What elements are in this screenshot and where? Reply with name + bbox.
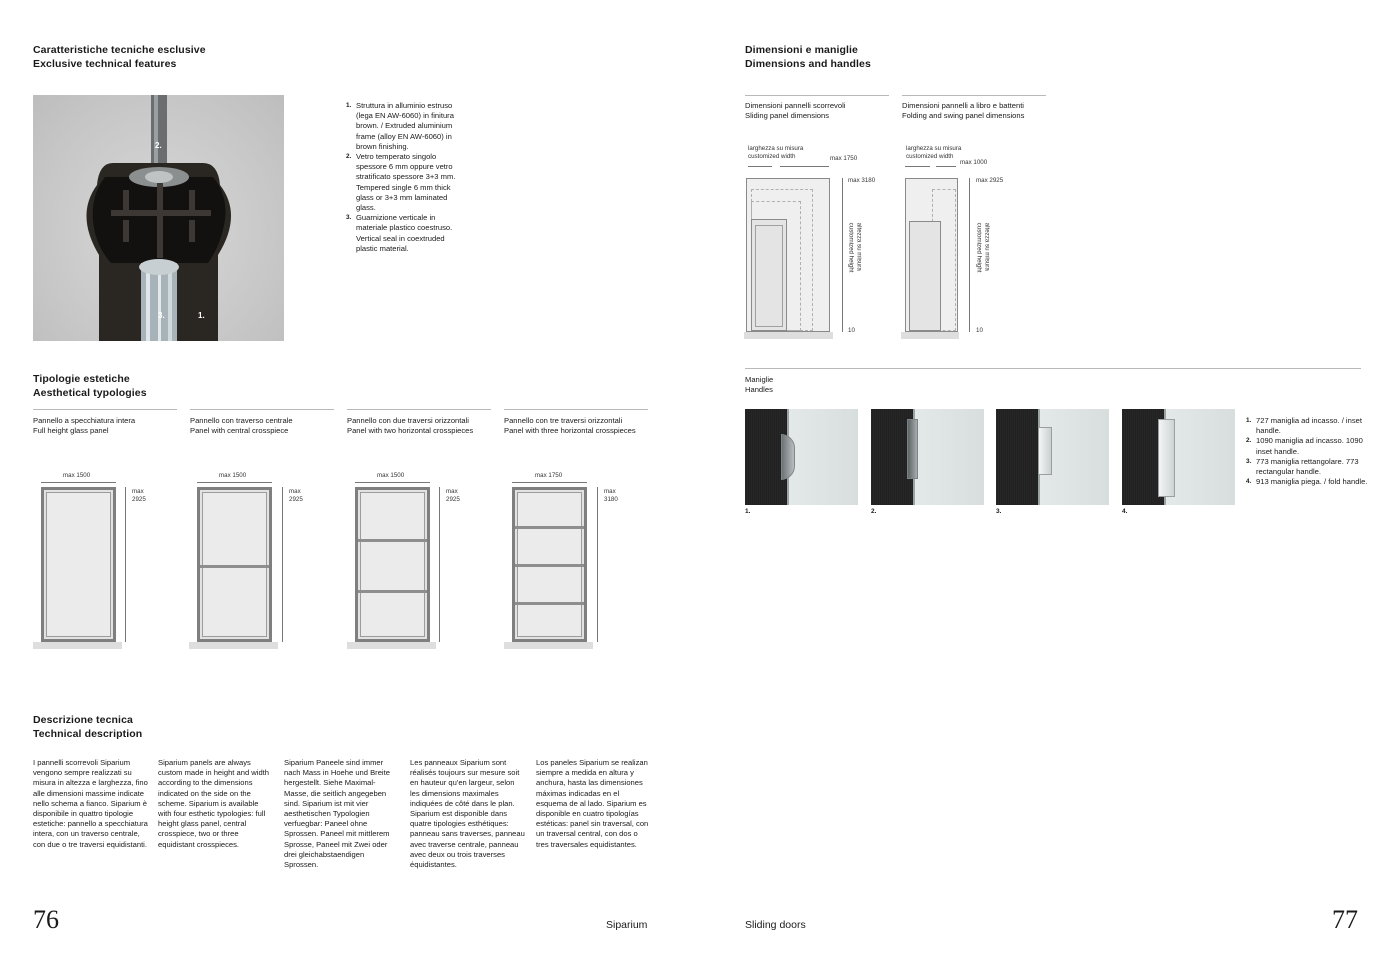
height-dimension-line [842,178,843,332]
typologies-heading-en: Aesthetical typologies [33,387,147,399]
height-dimension-line [969,178,970,332]
width-dimension-line [355,482,430,483]
footer-left: Siparium [606,919,648,931]
sliding-bottom: 10 [848,327,855,334]
folding-bottom: 10 [976,327,983,334]
height-dimension-line [597,487,598,642]
width-dimension-line [41,482,116,483]
typology-width: max 1500 [377,472,405,479]
handles-heading-it: Maniglie [745,375,774,384]
typology-width: max 1750 [535,472,563,479]
typology-panel-full [41,487,116,642]
description-heading [33,713,142,741]
typology-rule [504,409,648,410]
description-heading-it: Descrizione tecnica [33,714,133,726]
floor [189,642,278,649]
photo-label-1: 1. [198,311,205,320]
page-number-right: 77 [1332,905,1358,934]
handle-photo-label-3: 3. [996,508,1002,515]
sliding-max-height: max 3180 [848,177,876,184]
handles-list-item: 4. 913 maniglia piega. / fold handle. [1246,477,1368,487]
description-heading-en: Technical description [33,728,143,740]
typology-height: max 2925 [446,488,460,503]
handle-photo-label-1: 1. [745,508,751,515]
sliding-dimensions-label: Dimensioni pannelli scorrevoli Sliding panel dimensions [745,101,846,121]
typology-label: Pannello a specchiatura intera Full height glass panel [33,416,136,436]
dimensions-heading-en: Dimensions and handles [745,58,871,70]
floor [504,642,593,649]
typology-panel-central [197,487,272,642]
features-heading-it: Caratteristiche tecniche esclusive [33,44,206,56]
handle-photo-773 [996,409,1109,505]
typology-rule [190,409,334,410]
typology-width: max 1500 [63,472,91,479]
handle-photo-label-4: 4. [1122,508,1128,515]
folding-panel-diagram [905,178,958,332]
width-dimension-line [197,482,272,483]
description-column-es: Los paneles Siparium se realizan siempre a medida en altura y anchura, hasta las dimensiones máximas indicadas en el esquema de al lado. Siparium es disponible en cuatro tipologías estéticas: panel sin traversal, con un traversal central, con dos o tres traversales equidistantes. [536,758,649,849]
typology-height: max 3180 [604,488,618,503]
features-heading [33,43,206,71]
folding-max-height: max 2925 [976,177,1004,184]
folding-max-width: max 1000 [960,159,988,166]
typology-label: Pannello con tre traversi orizzontali Panel with three horizontal crosspieces [504,416,636,436]
sliding-max-width: max 1750 [830,155,858,162]
dimensions-heading-it: Dimensioni e maniglie [745,44,858,56]
handles-heading [745,375,773,395]
aluminium-profile-illustration [33,95,284,341]
features-list-item: 3. Guarnizione verticale in materiale plastico coestruso. Vertical seal in coextruded plastic material. [346,213,453,253]
features-list-item: 2. Vetro temperato singolo spessore 6 mm oppure vetro stratificato spessore 3+3 mm. Tempered single 6 mm thick glass or 3+3 mm laminated glass. [346,152,456,213]
typology-rule [347,409,491,410]
folding-height-label: altezza su misura customized height [975,222,991,273]
handles-list-item: 1. 727 maniglia ad incasso. / inset handle. [1246,416,1362,436]
width-dimension-line [748,166,772,167]
dimensions-heading [745,43,871,71]
handles-list-item: 2. 1090 maniglia ad incasso. 1090 inset handle. [1246,436,1363,456]
floor [744,332,833,339]
typology-rule [33,409,177,410]
features-list [346,101,466,254]
description-column-fr: Les panneaux Siparium sont réalisés toujours sur mesure soit en hauteur qu'en largeur, selon les dimensions maximales indiquées de côté dans le plan. Siparium est disponible dans quatre tipologies esthétiques: panneau sans traverses, panneau avec traverse centrale, panneau avec deux ou trois traverses équidistantes. [410,758,525,870]
floor [901,332,959,339]
handles-rule [745,368,1361,369]
width-dimension-line [905,166,930,167]
handles-list-item: 3. 773 maniglia rettangolare. 773 rectangular handle. [1246,456,1359,477]
floor [33,642,122,649]
handles-heading-en: Handles [745,385,773,395]
typology-panel-three [512,487,587,642]
description-column-it: I pannelli scorrevoli Siparium vengono sempre realizzati su misura in altezza e larghezza, fino alle dimensioni massime indicate nello schema a fianco. Siparium è disponibile in quattro tipologie estetiche: pannello a specchiatura intera, con un traverso centrale, con due o tre traversi equidistanti. [33,758,148,849]
typologies-heading-it: Tipologie estetiche [33,373,130,385]
typology-height: max 2925 [132,488,146,503]
handle-photo-1090 [871,409,984,505]
dimensions-rule [902,95,1046,96]
floor [347,642,436,649]
sliding-panel-diagram [746,178,830,332]
folding-dimensions-label: Dimensioni pannelli a libro e battenti Folding and swing panel dimensions [902,101,1025,121]
typology-label: Pannello con due traversi orizzontali Panel with two horizontal crosspieces [347,416,474,436]
photo-label-2: 2. [155,141,162,150]
description-column-en: Siparium panels are always custom made in height and width according to the dimensions indicated on the side on the scheme. Siparium is available with four esthetic typologies: full height glass panel, central crosspiece, two or three equidistant crosspieces. [158,758,270,849]
typologies-heading [33,372,147,400]
profile-section-photo [33,95,284,341]
page-number-left: 76 [33,905,59,934]
sliding-height-label: altezza su misura customized height [847,222,863,273]
handle-photo-label-2: 2. [871,508,877,515]
features-heading-en: Exclusive technical features [33,58,177,70]
typology-panel-two [355,487,430,642]
typology-label: Pannello con traverso centrale Panel with central crosspiece [190,416,293,436]
handles-list [1246,416,1371,487]
footer-right: Sliding doors [745,919,806,931]
height-dimension-line [282,487,283,642]
folding-width-label: larghezza su misura customized width [906,145,962,160]
typology-width: max 1500 [219,472,247,479]
photo-label-3: 3. [158,311,165,320]
sliding-width-label: larghezza su misura customized width [748,145,804,160]
typology-height: max 2925 [289,488,303,503]
handle-photo-913 [1122,409,1235,505]
handle-photo-727 [745,409,858,505]
width-dimension-line [512,482,587,483]
dimensions-rule [745,95,889,96]
features-list-item: 1. Struttura in alluminio estruso (lega EN AW-6060) in finitura brown. / Extruded aluminium frame (alloy EN AW-6060) in brown finishing. [346,101,454,151]
width-dimension-line [780,166,829,167]
height-dimension-line [439,487,440,642]
width-dimension-line [936,166,956,167]
description-column-de: Siparium Paneele sind immer nach Mass in Hoehe und Breite hergestellt. Siehe Maximal-Masse, die seitlich angegeben sind. Siparium ist mit vier aesthetischen Typologien verfuegbar: Paneel ohne Sprossen. Paneel mit mittlerem Sprosse, Paneel mit Zwei oder drei gleichabstaendigen Sprossen. [284,758,390,870]
height-dimension-line [125,487,126,642]
